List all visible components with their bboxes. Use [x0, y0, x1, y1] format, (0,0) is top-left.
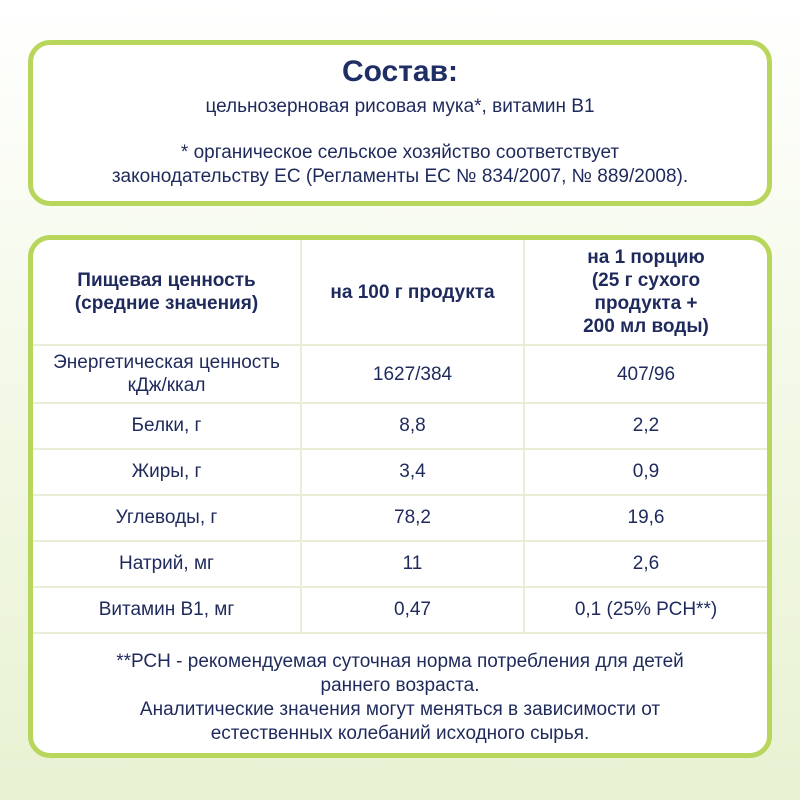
organic-note-line: * органическое сельское хозяйство соответствует: [180, 142, 620, 163]
table-row: [33, 587, 767, 633]
value-per-100g: 3,4: [301, 449, 524, 495]
nutrient-name: Жиры, г: [33, 449, 301, 495]
value-per-portion: 407/96: [524, 345, 767, 403]
table-row: [33, 495, 767, 541]
table-row: [33, 345, 767, 403]
nutrient-name: Углеводы, г: [33, 495, 301, 541]
value-per-portion: 2,6: [524, 541, 767, 587]
value-per-portion: 19,6: [524, 495, 767, 541]
value-per-100g: 8,8: [301, 403, 524, 449]
organic-note: [33, 141, 767, 189]
header-per-100g: на 100 г продукта: [301, 240, 524, 345]
value-per-portion: 2,2: [524, 403, 767, 449]
ingredients-text: цельнозерновая рисовая мука*, витамин B1: [205, 96, 595, 117]
value-per-100g: 11: [301, 541, 524, 587]
nutrition-panel: [28, 235, 772, 758]
table-row: [33, 449, 767, 495]
nutrient-name: Энергетическая ценность кДж/ккал: [33, 345, 301, 403]
footnote: **РСН - рекомендуемая суточная норма потребления для детей раннего возраста. Аналитические значения могут меняться в зависимости от естественных колебаний исходного сырья.: [116, 651, 684, 744]
nutrition-table: [33, 240, 767, 634]
composition-panel: [28, 40, 772, 206]
value-per-100g: 78,2: [301, 495, 524, 541]
value-per-portion: 0,1 (25% РСН**): [524, 587, 767, 633]
table-row: [33, 403, 767, 449]
table-header-row: [33, 240, 767, 345]
value-per-100g: 0,47: [301, 587, 524, 633]
nutrient-name: Натрий, мг: [33, 541, 301, 587]
header-nutrient: Пищевая ценность (средние значения): [33, 240, 301, 345]
value-per-100g: 1627/384: [301, 345, 524, 403]
nutrient-name: Витамин B1, мг: [33, 587, 301, 633]
organic-note-line: законодательству ЕС (Регламенты ЕС № 834/2007, № 889/2008).: [111, 166, 689, 187]
header-per-portion: на 1 порцию (25 г сухого продукта + 200 мл воды): [524, 240, 767, 345]
value-per-portion: 0,9: [524, 449, 767, 495]
table-row: [33, 541, 767, 587]
nutrient-name: Белки, г: [33, 403, 301, 449]
composition-title: Состав:: [341, 55, 459, 88]
